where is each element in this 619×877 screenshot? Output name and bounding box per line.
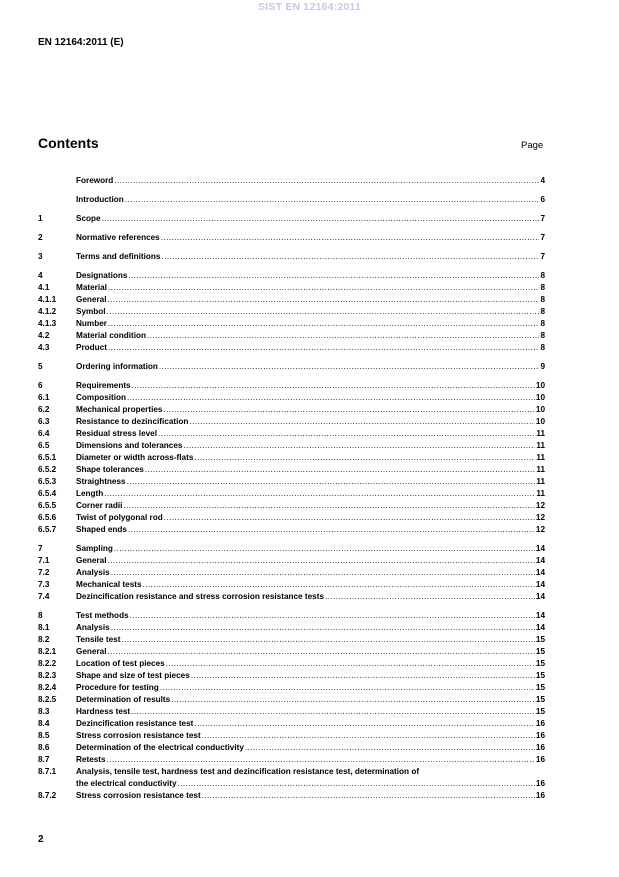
- toc-entry-number: 5: [38, 362, 43, 371]
- toc-entry-title: Requirements: [76, 381, 131, 390]
- toc-entry-title: Dezincification resistance test: [76, 719, 194, 728]
- dot-leader: [128, 270, 539, 282]
- toc-entry-page: 9: [540, 362, 545, 371]
- toc-entry-number: 8.2: [38, 635, 50, 644]
- toc-entry-title: Analysis: [76, 623, 110, 632]
- toc-entry[interactable]: [38, 175, 545, 187]
- toc-entry-number: 7.1: [38, 556, 50, 565]
- dot-leader: [108, 318, 540, 330]
- toc-entry-page: 8: [540, 343, 545, 352]
- dot-leader: [111, 567, 535, 579]
- dot-leader: [123, 500, 534, 512]
- toc-entry-number: 6.5.6: [38, 513, 57, 522]
- toc-entry-page: 16: [535, 791, 545, 800]
- toc-entry-title: Material: [76, 283, 107, 292]
- toc-entry-number: 6.4: [38, 429, 50, 438]
- toc-entry-title: Stress corrosion resistance test: [76, 731, 201, 740]
- toc-entry-page: 7: [540, 214, 545, 223]
- dot-leader: [108, 342, 540, 354]
- toc-entry-number: 6.5.7: [38, 525, 57, 534]
- toc-entry-number: 8.2.1: [38, 647, 57, 656]
- toc-entry-page: 6: [540, 195, 545, 204]
- toc-entry-page: 15: [535, 671, 545, 680]
- toc-entry[interactable]: [38, 282, 545, 294]
- toc-entry-page: 14: [535, 623, 545, 632]
- toc-entry[interactable]: [38, 440, 545, 452]
- toc-entry[interactable]: [38, 790, 545, 802]
- dot-leader: [161, 251, 539, 263]
- toc-entry-title: Ordering information: [76, 362, 158, 371]
- toc-entry[interactable]: [38, 330, 545, 342]
- toc-entry-number: 4.1.1: [38, 295, 57, 304]
- toc-entry-title: Symbol: [76, 307, 106, 316]
- toc-entry-number: 6.5.2: [38, 465, 57, 474]
- toc-entry-page: 8: [540, 307, 545, 316]
- toc-entry[interactable]: [38, 488, 545, 500]
- toc-entry-title: Resistance to dezincification: [76, 417, 189, 426]
- toc-entry-page: 12: [535, 513, 545, 522]
- toc-entry-page: 4: [540, 176, 545, 185]
- toc-entry-title: General: [76, 295, 107, 304]
- toc-entry-number: 7: [38, 544, 43, 553]
- dot-leader: [104, 488, 535, 500]
- toc-entry-page: 14: [535, 544, 545, 553]
- toc-entry-number: 8.2.5: [38, 695, 57, 704]
- toc-entry-number: 4: [38, 271, 43, 280]
- toc-entry[interactable]: [38, 658, 545, 670]
- toc-entry-page: 10: [535, 393, 545, 402]
- toc-entry-title: Material condition: [76, 331, 147, 340]
- toc-entry-page: 11: [536, 477, 545, 486]
- toc-entry-number: 6: [38, 381, 43, 390]
- toc-entry-title: Analysis: [76, 568, 110, 577]
- toc-entry[interactable]: [38, 706, 545, 718]
- document-id: EN 12164:2011 (E): [38, 37, 124, 48]
- toc-entry-title: Determination of results: [76, 695, 171, 704]
- toc-entry-title: Normative references: [76, 233, 160, 242]
- watermark: SIST EN 12164:2011: [258, 1, 361, 13]
- toc-entry[interactable]: [38, 754, 545, 766]
- toc-entry-number: 2: [38, 233, 43, 242]
- dot-leader: [183, 440, 535, 452]
- dot-leader: [130, 610, 535, 622]
- toc-entry[interactable]: [38, 294, 545, 306]
- dot-leader: [114, 543, 535, 555]
- toc-entry-number: 6.5.1: [38, 453, 57, 462]
- toc-entry[interactable]: [38, 500, 545, 512]
- dot-leader: [202, 730, 535, 742]
- dot-leader: [127, 392, 535, 404]
- dot-leader: [145, 464, 536, 476]
- toc-entry-page: 14: [535, 611, 545, 620]
- toc-entry-title: Hardness test: [76, 707, 131, 716]
- toc-entry-title: Number: [76, 319, 107, 328]
- toc-entry[interactable]: [38, 555, 545, 567]
- toc-entry-number: 8.7.2: [38, 791, 57, 800]
- toc-entry-number: 8.5: [38, 731, 50, 740]
- toc-entry-page: 15: [535, 635, 545, 644]
- toc-entry-page: 16: [535, 755, 545, 764]
- dot-leader: [171, 694, 535, 706]
- toc-entry[interactable]: [38, 670, 545, 682]
- toc-entry[interactable]: [38, 428, 545, 440]
- toc-entry-title: Corner radii: [76, 501, 123, 510]
- toc-entry-title: Mechanical tests: [76, 580, 142, 589]
- toc-entry-number: 4.1: [38, 283, 50, 292]
- toc-entry-title: Product: [76, 343, 107, 352]
- dot-leader: [164, 512, 535, 524]
- toc-entry-page: 15: [535, 659, 545, 668]
- toc-entry-title: Designations: [76, 271, 128, 280]
- toc-entry-page: 14: [535, 592, 545, 601]
- dot-leader: [108, 555, 535, 567]
- toc-entry-title: Location of test pieces: [76, 659, 165, 668]
- toc-entry-title: Composition: [76, 393, 127, 402]
- toc-entry-title: Diameter or width across-flats: [76, 453, 194, 462]
- toc-entry-title: Determination of the electrical conductivity: [76, 743, 244, 752]
- toc-entry[interactable]: [38, 464, 545, 476]
- toc-entry[interactable]: [38, 512, 545, 524]
- toc-entry[interactable]: [38, 610, 545, 622]
- toc-entry[interactable]: [38, 718, 545, 730]
- dot-leader: [160, 682, 535, 694]
- toc-entry[interactable]: [38, 380, 545, 392]
- toc-entry-title: General: [76, 556, 107, 565]
- toc-entry[interactable]: [38, 342, 545, 354]
- toc-entry-title: Residual stress level: [76, 429, 158, 438]
- dot-leader: [158, 428, 535, 440]
- toc-entry-number: 6.2: [38, 405, 50, 414]
- toc-entry[interactable]: [38, 730, 545, 742]
- toc-entry-number: 6.5.5: [38, 501, 57, 510]
- dot-leader: [166, 658, 535, 670]
- toc-entry-page: 7: [540, 252, 545, 261]
- toc-entry-number: 8.6: [38, 743, 50, 752]
- table-of-contents: [38, 175, 545, 802]
- toc-entry-number: 8: [38, 611, 43, 620]
- toc-entry-number: 1: [38, 214, 43, 223]
- toc-entry-number: 8.7: [38, 755, 50, 764]
- toc-entry-number: 8.3: [38, 707, 50, 716]
- toc-entry-page: 8: [540, 283, 545, 292]
- dot-leader: [108, 282, 539, 294]
- dot-leader: [107, 306, 540, 318]
- toc-entry-number: 7.2: [38, 568, 50, 577]
- toc-entry-number: 4.1.2: [38, 307, 57, 316]
- dot-leader: [108, 294, 540, 306]
- dot-leader: [194, 718, 534, 730]
- toc-entry-continuation[interactable]: [38, 778, 545, 790]
- toc-entry-page: 8: [540, 331, 545, 340]
- toc-entry-page: 15: [535, 683, 545, 692]
- toc-entry[interactable]: [38, 579, 545, 591]
- toc-entry-page: 16: [535, 731, 545, 740]
- toc-entry[interactable]: [38, 682, 545, 694]
- toc-entry[interactable]: [38, 251, 545, 263]
- dot-leader: [191, 670, 535, 682]
- toc-entry[interactable]: [38, 622, 545, 634]
- toc-entry-page: 11: [536, 465, 545, 474]
- toc-entry-title: Foreword: [76, 176, 114, 185]
- toc-entry-page: 11: [536, 441, 545, 450]
- dot-leader: [189, 416, 535, 428]
- toc-entry-title: Length: [76, 489, 104, 498]
- toc-entry[interactable]: [38, 694, 545, 706]
- toc-entry-title: Scope: [76, 214, 101, 223]
- toc-entry[interactable]: [38, 591, 545, 603]
- dot-leader: [102, 213, 540, 225]
- toc-entry-title: Retests: [76, 755, 106, 764]
- toc-entry[interactable]: [38, 361, 545, 373]
- toc-entry[interactable]: [38, 766, 545, 778]
- toc-entry-title: Stress corrosion resistance test: [76, 791, 201, 800]
- toc-entry-page: 15: [535, 695, 545, 704]
- toc-entry-page: 10: [535, 405, 545, 414]
- toc-entry-number: 7.3: [38, 580, 50, 589]
- dot-leader: [111, 622, 535, 634]
- dot-leader: [121, 634, 534, 646]
- toc-entry-title: Test methods: [76, 611, 129, 620]
- toc-entry[interactable]: [38, 543, 545, 555]
- dot-leader: [147, 330, 539, 342]
- dot-leader: [178, 778, 535, 790]
- toc-entry-page: 11: [536, 489, 545, 498]
- toc-entry-page: 10: [535, 417, 545, 426]
- toc-entry-number: 8.1: [38, 623, 50, 632]
- toc-entry[interactable]: [38, 194, 545, 206]
- toc-entry-page: 7: [540, 233, 545, 242]
- toc-entry-title: Tensile test: [76, 635, 121, 644]
- toc-entry-page: 12: [535, 525, 545, 534]
- dot-leader: [107, 754, 535, 766]
- toc-entry-title: Analysis, tensile test, hardness test and dezincification resistance test, determination of: [76, 767, 420, 776]
- toc-entry-number: 6.5: [38, 441, 50, 450]
- toc-entry-number: 4.2: [38, 331, 50, 340]
- toc-entry-page: 16: [535, 719, 545, 728]
- dot-leader: [163, 404, 534, 416]
- toc-entry-title: Shape tolerances: [76, 465, 144, 474]
- page-column-label: Page: [521, 140, 544, 151]
- toc-entry[interactable]: [38, 392, 545, 404]
- toc-entry-page: 11: [536, 453, 545, 462]
- toc-entry-number: 6.1: [38, 393, 50, 402]
- toc-entry[interactable]: [38, 306, 545, 318]
- toc-entry[interactable]: [38, 318, 545, 330]
- toc-entry-title: Dezincification resistance and stress corrosion resistance tests: [76, 592, 324, 601]
- toc-entry-number: 8.2.4: [38, 683, 57, 692]
- toc-entry-page: 15: [535, 707, 545, 716]
- toc-entry-number: 7.4: [38, 592, 50, 601]
- toc-entry-page: 12: [535, 501, 545, 510]
- toc-entry-title: Mechanical properties: [76, 405, 163, 414]
- dot-leader: [132, 380, 535, 392]
- page-title: Contents: [38, 135, 99, 151]
- toc-entry-number: 8.2.2: [38, 659, 57, 668]
- toc-entry[interactable]: [38, 404, 545, 416]
- toc-entry[interactable]: [38, 524, 545, 536]
- toc-entry-title: Twist of polygonal rod: [76, 513, 163, 522]
- toc-entry-title: Terms and definitions: [76, 252, 161, 261]
- toc-entry-page: 16: [535, 743, 545, 752]
- toc-entry-title: Straightness: [76, 477, 126, 486]
- dot-leader: [131, 706, 535, 718]
- dot-leader: [159, 361, 540, 373]
- dot-leader: [194, 452, 535, 464]
- toc-entry[interactable]: [38, 742, 545, 754]
- toc-entry-number: 8.4: [38, 719, 50, 728]
- dot-leader: [161, 232, 540, 244]
- toc-entry-number: 6.3: [38, 417, 50, 426]
- dot-leader: [245, 742, 535, 754]
- toc-entry[interactable]: [38, 452, 545, 464]
- dot-leader: [108, 646, 535, 658]
- toc-entry[interactable]: [38, 270, 545, 282]
- toc-entry-page: 8: [540, 319, 545, 328]
- toc-entry-title: Dimensions and tolerances: [76, 441, 183, 450]
- toc-entry-number: 6.5.4: [38, 489, 57, 498]
- page-number: 2: [38, 834, 44, 845]
- toc-entry-number: 8.7.1: [38, 767, 57, 776]
- toc-entry[interactable]: [38, 476, 545, 488]
- toc-entry-title: Shape and size of test pieces: [76, 671, 190, 680]
- toc-entry-page: 14: [535, 568, 545, 577]
- toc-entry-title: Procedure for testing: [76, 683, 159, 692]
- toc-entry-page: 14: [535, 580, 545, 589]
- dot-leader: [127, 476, 536, 488]
- toc-entry-page: 15: [535, 647, 545, 656]
- toc-entry-title: General: [76, 647, 107, 656]
- toc-entry-number: 4.1.3: [38, 319, 57, 328]
- dot-leader: [325, 591, 535, 603]
- toc-entry-number: 6.5.3: [38, 477, 57, 486]
- toc-entry-page: 14: [535, 556, 545, 565]
- toc-entry[interactable]: [38, 634, 545, 646]
- dot-leader: [202, 790, 535, 802]
- toc-entry-title: Shaped ends: [76, 525, 127, 534]
- toc-entry-page: 8: [540, 271, 545, 280]
- toc-entry[interactable]: [38, 416, 545, 428]
- dot-leader: [125, 194, 540, 206]
- toc-entry[interactable]: [38, 213, 545, 225]
- toc-entry-title: Sampling: [76, 544, 113, 553]
- dot-leader: [114, 175, 539, 187]
- toc-entry-page: 11: [536, 429, 545, 438]
- toc-entry[interactable]: [38, 567, 545, 579]
- toc-entry-number: 4.3: [38, 343, 50, 352]
- toc-entry-page: 10: [535, 381, 545, 390]
- toc-entry[interactable]: [38, 646, 545, 658]
- toc-entry-title: Introduction: [76, 195, 124, 204]
- toc-entry-number: 8.2.3: [38, 671, 57, 680]
- toc-entry-number: 3: [38, 252, 43, 261]
- dot-leader: [143, 579, 535, 591]
- toc-entry-page: 16: [535, 779, 545, 788]
- toc-entry-title: the electrical conductivity: [76, 779, 177, 788]
- dot-leader: [128, 524, 535, 536]
- toc-entry-page: 8: [540, 295, 545, 304]
- toc-entry[interactable]: [38, 232, 545, 244]
